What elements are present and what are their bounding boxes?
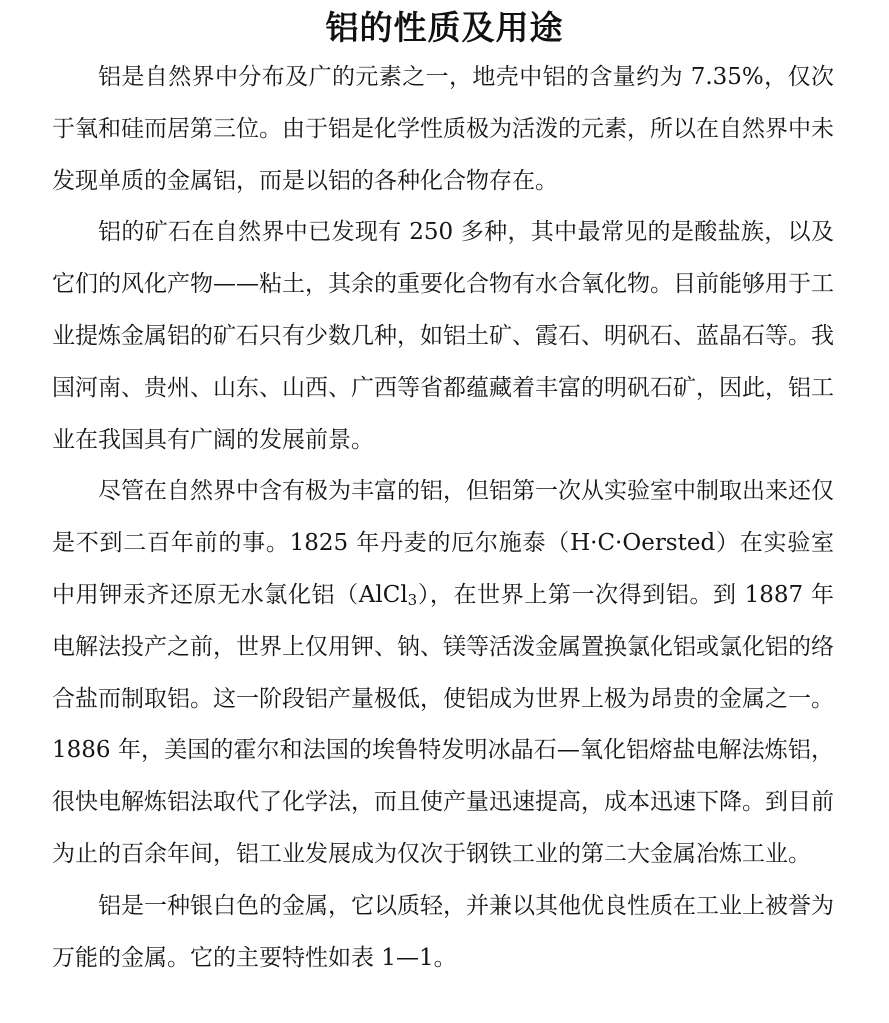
paragraph-ores: 铝的矿石在自然界中已发现有 250 多种，其中最常见的是酸盐族，以及它们的风化产物——粘土，其余的重要化合物有水合氧化物。目前能够用于工业提炼金属铝的矿石只有少数几种，如铝土矿、霞石、明矾石、蓝晶石等。我国河南、贵州、山东、山西、广西等省都蕴藏着丰富的明矾石矿，因此，铝工业在我国具有广阔的发展前景。 (52, 219, 834, 453)
paragraph-history-text-end: ），在世界上第一次得到铝。到 1887 年电解法投产之前，世界上仅用钾、钠、镁等活泼金属置换氯化铝或氯化铝的络合盐而制取铝。这一阶段铝产量极低，使铝成为世界上极为昂贵的金属之一。1886 年，美国的霍尔和法国的埃鲁特发明冰晶石—氧化铝熔盐电解法炼铝，很快电解炼铝法取代了化学法，而且使产量迅速提高，成本迅速下降。到目前为止的百余年间，铝工业发展成为仅次于钢铁工业的第二大金属冶炼工业。 (52, 581, 835, 867)
formula-subscript: 3 (407, 590, 418, 609)
formula-base: AlCl (358, 581, 408, 608)
paragraph-properties: 铝是一种银白色的金属，它以质轻，并兼以其他优良性质在工业上被誉为万能的金属。它的主要特性如表 1—1。 (52, 892, 834, 971)
paragraph-history-text-start: 尽管在自然界中含有极为丰富的铝，但铝第一次从实验室中制取出来还仅是不到二百年前的事。1825 年丹麦的厄尔施泰（H·C·Oersted）在实验室中用钾汞齐还原无水氯化铝（ (52, 478, 834, 608)
document-body (52, 52, 834, 984)
paragraph-history (52, 466, 834, 880)
document-title: 铝的性质及用途 (325, 8, 564, 47)
aluminum-chloride-formula (359, 582, 417, 608)
paragraph-abundance: 铝是自然界中分布及广的元素之一，地壳中铝的含量约为 7.35%，仅次于氧和硅而居第三位。由于铝是化学性质极为活泼的元素，所以在自然界中未发现单质的金属铝，而是以铝的各种化合物存在。 (52, 64, 834, 194)
